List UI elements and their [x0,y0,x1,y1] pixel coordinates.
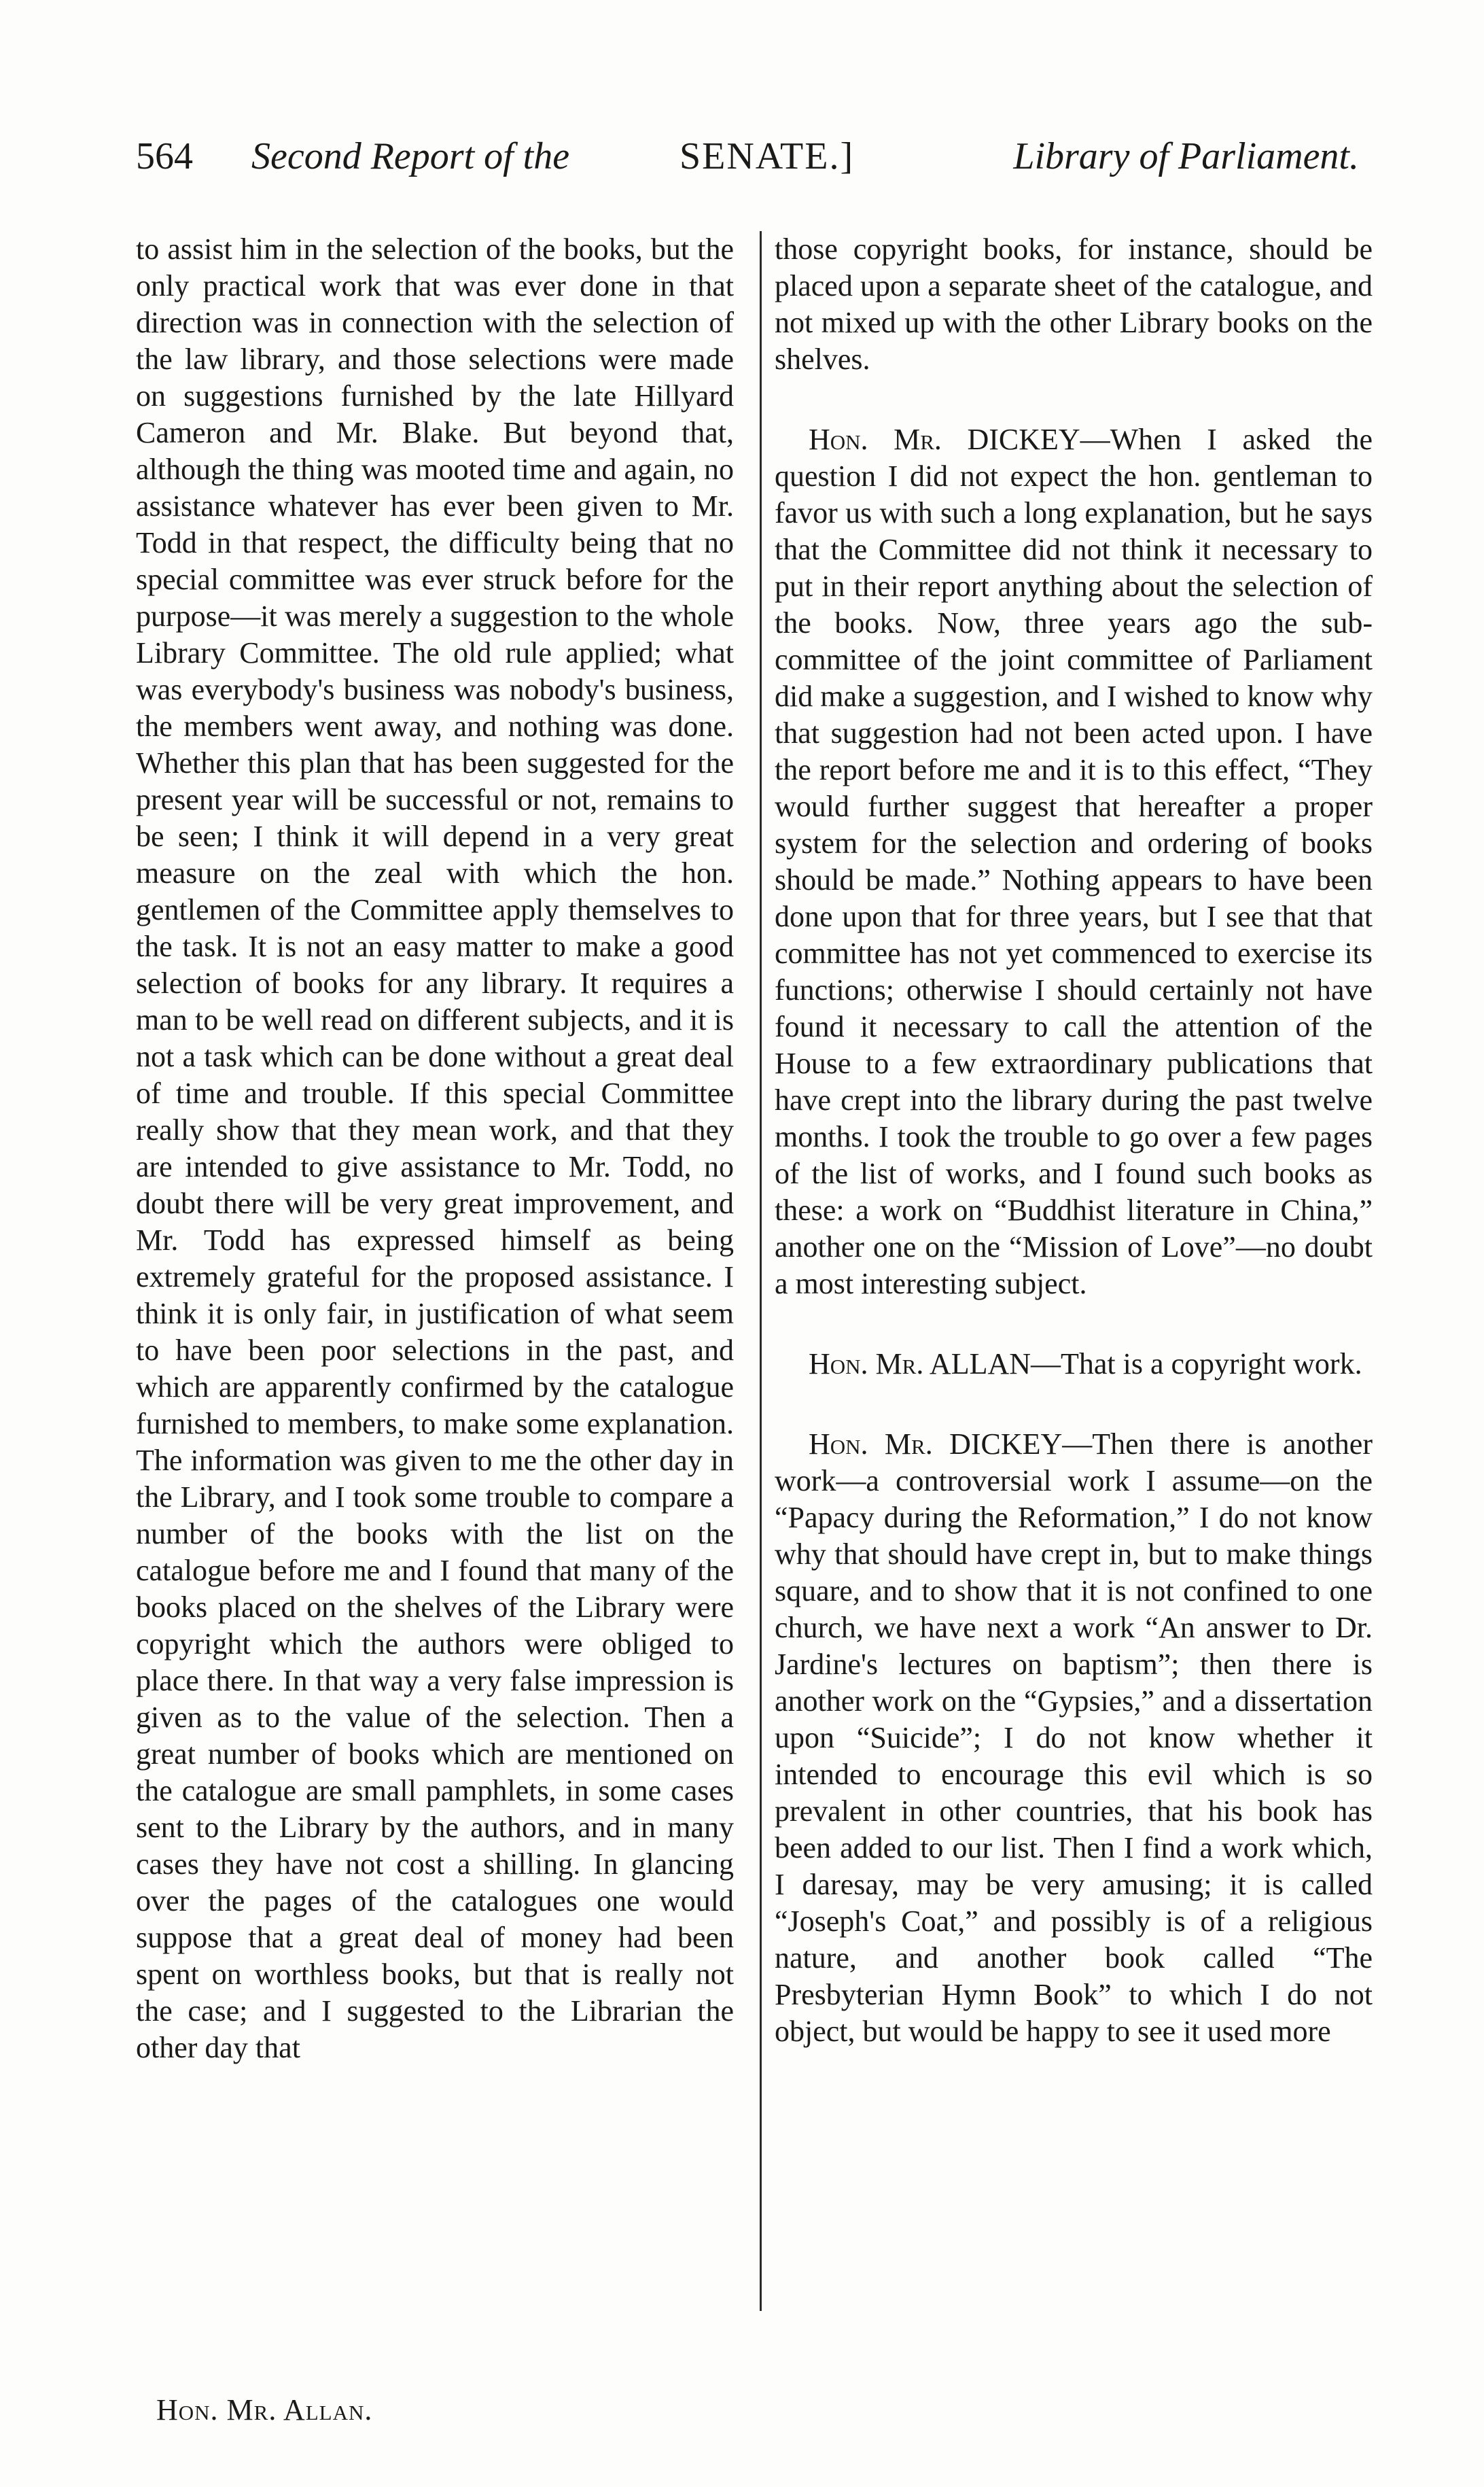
right-para-1: those copyright books, for instance, should be placed upon a separate sheet of the catalogue, and not mixed up with the other Library books on the shelves. [775,232,1373,376]
speech-text: —Then there is another work—a controversial work I assume—on the “Papacy during the Reformation,” I do not know why that should have crept in, but to make things square, and to show that it is not confined to one church, we have next a work “An answer to Dr. Jardine's lectures on baptism”; then there is another work on the “Gypsies,” and a dissertation upon “Suicide”; I do not know whether it intended to encourage this evil which is so prevalent in other countries, that his book has been added to our list. Then I find a work which, I daresay, may be very amusing; it is called “Joseph's Coat,” and possibly is of a religious nature, and another book called “The Presbyterian Hymn Book” to which I do not object, but would be happy to see it used more [775,1427,1373,2048]
speech-text: —That is a copyright work. [1031,1347,1362,1380]
header-right-title: Library of Parliament. [1013,135,1359,177]
page-number: 564 [136,135,193,177]
right-column [775,231,1373,2050]
left-column-text: to assist him in the selection of the books, but the only practical work that was ever done in that direction was in connection with the selection of the law library, and those selections were made on suggestions furnished by the late Hillyard Cameron and Mr. Blake. But beyond that, although the thing was mooted time and again, no assistance whatever has ever been given to Mr. Todd in that respect, the difficulty being that no special committee was ever struck before for the purpose—it was merely a suggestion to the whole Library Committee. The old rule applied; what was everybody's business was nobody's business, the members went away, and nothing was done. Whether this plan that has been suggested for the present year will be successful or not, remains to be seen; I think it will depend in a very great measure on the zeal with which the hon. gentlemen of the Committee apply themselves to the task. It is not an easy matter to make a good selection of books for any library. It requires a man to be well read on different subjects, and it is not a task which can be done without a great deal of time and trouble. If this special Committee really show that they mean work, and that they are intended to give assistance to Mr. Todd, no doubt there will be very great improvement, and Mr. Todd has expressed himself as being extremely grateful for the proposed assistance. I think it is only fair, in justification of what seem to have been poor selections in the past, and which are apparently confirmed by the catalogue furnished to members, to make some explanation. The information was given to me the other day in the Library, and I took some trouble to compare a number of the books with the list on the catalogue before me and I found that many of the books placed on the shelves of the Library were copyright which the authors were obliged to place there. In that way a very false impression is given as to the value of the selection. Then a great number of books which are mentioned on the catalogue are small pamphlets, in some cases sent to the Library by the authors, and in many cases they have not cost a shilling. In glancing over the pages of the catalogues one would suppose that a great deal of money had been spent on worthless books, but that is really not the case; and I suggested to the Librarian the other day that [136,232,734,2064]
header-left-title: Second Report of the [251,135,570,177]
running-header [136,122,1359,190]
header-center-title: SENATE.] [679,135,855,177]
right-para-4 [775,1426,1373,2050]
speaker-name: Hon. Mr. DICKEY [809,1427,1063,1461]
speaker-name: Hon. Mr. DICKEY [809,423,1080,456]
speech-text: —When I asked the question I did not expect the hon. gentleman to favor us with such a long explanation, but he says that the Committee did not think it necessary to put in their report anything about the selection of the books. Now, three years ago the sub-committee of the joint committee of Parliament did make a suggestion, and I wished to know why that suggestion had not been acted upon. I have the report before me and it is to this effect, “They would further suggest that hereafter a proper system for the selection and ordering of books should be made.” Nothing appears to have been done upon that for three years, but I see that that committee has not yet commenced to exercise its functions; otherwise I should certainly not have found it necessary to call the attention of the House to a few extraordinary publications that have crept into the library during the past twelve months. I took the trouble to go over a few pages of the list of works, and I found such books as these: a work on “Buddhist literature in China,” another one on the “Mission of Love”—no doubt a most interesting subject. [775,423,1373,1300]
left-column [136,231,734,2066]
right-para-2 [775,421,1373,1302]
right-para-3 [775,1346,1373,1382]
column-divider [760,231,762,2311]
catchword: Hon. Mr. Allan. [156,2393,373,2427]
speaker-name: Hon. Mr. ALLAN [809,1347,1031,1380]
